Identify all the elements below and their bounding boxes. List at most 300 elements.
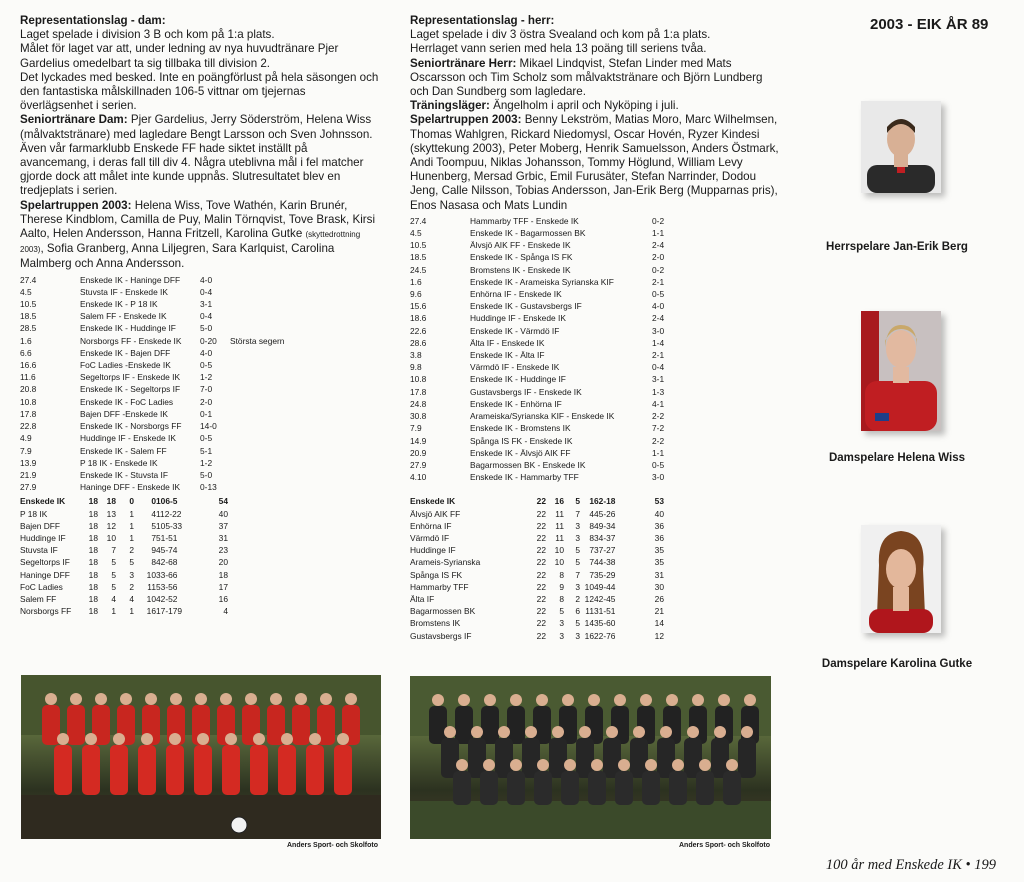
team-name: Bajen DFF [20, 520, 61, 531]
played: 22 [536, 532, 546, 543]
match-note [230, 469, 284, 481]
played: 18 [88, 593, 98, 604]
match-teams: Enskede IK - Segeltorps IF [80, 384, 181, 395]
player-head [170, 693, 182, 705]
match-date: 10.8 [20, 396, 37, 407]
women-squad [20, 199, 380, 272]
lost: 7 [589, 557, 594, 568]
women-intro-3: Det lyckades med besked. Inte en poängförlust på hela säsongen och den fantastiska målskillnaden 106-5 vittnar om tjejernas överlägsenhet i serien. [20, 70, 379, 113]
match-score: 2-1 [652, 276, 665, 287]
player-figure [194, 745, 212, 795]
played: 22 [536, 520, 546, 531]
match-note [230, 359, 284, 371]
men-squad-text: Benny Lekström, Matias Moro, Marc Wilhelmsen, Thomas Wahlgren, Rickard Niedomysl, Oscar Hovén, Ryzer Kindesi (skyttekung 2003), Peter Moberg, Henrik Samuelsson, Anders Östmark, Andi Toompuu, Niklas Johansson, Tommy Höglund, William Levy Hunenberg, Mersad Grbic, Emil Furusäter, Stefan Narrinder, Dodou Jeng, Calle Nilsson, Tobias Andersson, Jan-Erik Berg (Mupparnas pris), Enos Nasasa och Mats Lundin [410, 113, 779, 212]
match-row [20, 396, 284, 408]
lost: 8 [151, 557, 156, 568]
player-figure [615, 771, 633, 805]
player-head [536, 694, 548, 706]
player-head [320, 693, 332, 705]
player-figure [455, 706, 473, 744]
player-figure [588, 771, 606, 805]
portrait-jan-erik-berg [861, 101, 941, 193]
match-date: 10.8 [410, 374, 427, 385]
drawn: 3 [575, 581, 580, 592]
match-score: 3-0 [652, 472, 665, 483]
match-row [410, 435, 692, 447]
match-date: 6.6 [20, 347, 32, 358]
lost: 8 [589, 520, 594, 531]
match-row [410, 373, 692, 385]
match-teams: Bajen DFF -Enskede IK [80, 408, 168, 419]
standings-row [410, 556, 664, 568]
match-teams: Enskede IK - Haninge DFF [80, 274, 181, 285]
match-date: 1.6 [20, 335, 32, 346]
team-name: Arameis-Syrianska [410, 557, 481, 568]
match-date: 4.9 [20, 433, 32, 444]
player-head [145, 693, 157, 705]
team-name: Segeltorps IF [20, 557, 70, 568]
match-score: 5-0 [200, 323, 213, 334]
match-teams: Huddinge IF - Enskede IK [470, 313, 566, 324]
lost: 1 [589, 496, 594, 507]
match-teams: Hammarby TFF - Enskede IK [470, 215, 579, 226]
standings-row [20, 532, 228, 544]
player-figure [138, 745, 156, 795]
match-score: 4-1 [652, 398, 665, 409]
match-row [410, 361, 692, 373]
lost: 10 [584, 581, 594, 592]
player-head [537, 759, 549, 771]
match-date: 7.9 [410, 423, 422, 434]
player-figure [334, 745, 352, 795]
player-head [579, 726, 591, 738]
women-team-illustration [21, 675, 381, 839]
points: 21 [654, 606, 664, 617]
team-name: Norsborgs FF [20, 606, 72, 617]
match-score: 1-3 [652, 386, 665, 397]
match-date: 11.6 [20, 372, 36, 383]
team-name: Enhörna IF [410, 520, 452, 531]
match-score: 4-0 [200, 347, 213, 358]
match-row [20, 371, 284, 383]
men-team-photo [410, 676, 771, 839]
match-score: 0-2 [652, 215, 665, 226]
match-score: 0-1 [200, 408, 213, 419]
women-intro-2: Målet för laget var att, under ledning av nya huvudtränare Pjer Gardelius omedelbart ta sig tillbaka till division 2. [20, 42, 339, 70]
player-head [562, 694, 574, 706]
player-head [295, 693, 307, 705]
player-figure [453, 771, 471, 805]
won: 16 [554, 496, 564, 507]
points: 31 [654, 569, 664, 580]
portrait-helena-wiss [861, 311, 941, 431]
player-head [456, 759, 468, 771]
player-head [699, 759, 711, 771]
drawn: 3 [575, 630, 580, 641]
match-score: 0-13 [200, 482, 217, 493]
match-score: 7-2 [652, 423, 665, 434]
player-head [113, 733, 125, 745]
match-date: 18.5 [410, 252, 427, 263]
points: 17 [218, 581, 228, 592]
match-score: 0-2 [652, 264, 665, 275]
player-figure [82, 745, 100, 795]
match-row [410, 349, 692, 361]
player-head [741, 726, 753, 738]
match-date: 9.8 [410, 362, 422, 373]
portrait-caption-3: Damspelare Karolina Gutke [821, 658, 973, 670]
standings-row [410, 532, 664, 544]
match-date: 1.6 [410, 276, 422, 287]
standings-row [20, 605, 228, 617]
player-head [345, 693, 357, 705]
match-teams: Enskede IK - Salem FF [80, 445, 167, 456]
standings-row [410, 508, 664, 520]
won: 3 [559, 618, 564, 629]
match-date: 24.5 [410, 264, 427, 275]
won: 8 [559, 593, 564, 604]
player-head [70, 693, 82, 705]
match-score: 3-0 [652, 325, 665, 336]
played: 22 [536, 508, 546, 519]
lost: 7 [589, 545, 594, 556]
match-row [20, 274, 284, 286]
match-row [410, 471, 692, 483]
player-head [666, 694, 678, 706]
women-coaches [20, 113, 380, 141]
points: 4 [223, 606, 228, 617]
portrait-karolina-gutke [861, 525, 941, 633]
team-name: Älvsjö AIK FF [410, 508, 461, 519]
player-head [510, 694, 522, 706]
won: 3 [559, 630, 564, 641]
played: 22 [536, 545, 546, 556]
portrait-illustration [861, 311, 941, 431]
match-note [230, 322, 284, 334]
player-head [270, 693, 282, 705]
points: 53 [654, 496, 664, 507]
played: 22 [536, 557, 546, 568]
men-intro-2: Herrlaget vann serien med hela 13 poäng till seriens tvåa. [410, 42, 707, 56]
men-standings-table [410, 495, 664, 641]
men-coaches [410, 57, 780, 100]
played: 22 [536, 569, 546, 580]
team-name: P 18 IK [20, 508, 48, 519]
match-row [20, 322, 284, 334]
team-name: Hammarby TFF [410, 581, 469, 592]
won: 5 [559, 606, 564, 617]
match-teams: Enskede IK - Gustavsbergs IF [470, 301, 582, 312]
page-title: 2003 - EIK ÅR 89 [870, 16, 989, 33]
player-figure [67, 705, 85, 745]
lost: 16 [584, 630, 594, 641]
played: 22 [536, 630, 546, 641]
player-head [141, 733, 153, 745]
match-date: 18.5 [20, 311, 37, 322]
match-date: 10.5 [20, 299, 37, 310]
match-teams: Älta IF - Enskede IK [470, 337, 545, 348]
player-head [483, 759, 495, 771]
drawn: 3 [575, 520, 580, 531]
player-head [718, 694, 730, 706]
match-score: 5-0 [200, 469, 213, 480]
player-figure [166, 745, 184, 795]
match-note [230, 408, 284, 420]
player-head [281, 733, 293, 745]
match-date: 22.8 [20, 421, 37, 432]
women-farm-text: Även vår farmarklubb Enskede FF hade siktet inställt på avancemang, i deras fall till div 4. Några uteblivna mål i fel matcher gjorde dock att målet inte kunde uppnås. Slutresultatet blev en tredjeplats i serien. [20, 141, 364, 198]
team-name: FoC Ladies [20, 581, 63, 592]
match-row [410, 410, 692, 422]
points: 23 [218, 545, 228, 556]
player-head [687, 726, 699, 738]
match-teams: Bagarmossen BK - Enskede IK [470, 459, 586, 470]
match-teams: Enskede IK - Enhörna IF [470, 398, 562, 409]
match-score: 0-20 [200, 335, 217, 346]
points: 16 [218, 593, 228, 604]
match-score: 2-4 [652, 240, 665, 251]
played: 18 [88, 569, 98, 580]
points: 54 [218, 496, 228, 507]
match-date: 4.10 [410, 472, 427, 483]
match-date: 15.6 [410, 301, 427, 312]
played: 18 [88, 606, 98, 617]
match-teams: Enskede IK - Bajen DFF [80, 347, 171, 358]
match-row [20, 420, 284, 432]
points: 37 [218, 520, 228, 531]
lost: 7 [151, 532, 156, 543]
standings-row [410, 605, 664, 617]
player-head [120, 693, 132, 705]
played: 18 [88, 581, 98, 592]
match-date: 22.6 [410, 325, 427, 336]
lost: 4 [151, 508, 156, 519]
women-coach-text: Pjer Gardelius, Jerry Söderström, Helena Wiss (målvaktstränare) med lagledare Bengt Larsson och Sven Johnsson. [20, 113, 373, 141]
match-date: 27.4 [410, 215, 427, 226]
standings-row [20, 569, 228, 581]
won: 5 [111, 569, 116, 580]
men-coach-label: Seniortränare Herr: [410, 56, 517, 70]
match-teams: FoC Ladies -Enskede IK [80, 360, 171, 371]
player-head [197, 733, 209, 745]
match-teams: Gustavsbergs IF - Enskede IK [470, 386, 582, 397]
match-note [230, 274, 284, 286]
standings-row [410, 495, 664, 507]
lost: 4 [589, 508, 594, 519]
women-heading: Representationslag - dam: [20, 14, 166, 27]
match-score: 3-1 [652, 374, 665, 385]
team-name: Bagarmossen BK [410, 606, 476, 617]
portrait-caption-1: Herrspelare Jan-Erik Berg [826, 241, 968, 253]
match-teams: Enskede IK - Hammarby TFF [470, 472, 579, 483]
points: 20 [218, 557, 228, 568]
player-head [484, 694, 496, 706]
player-head [726, 759, 738, 771]
goals: 112-22 [156, 508, 182, 519]
won: 5 [111, 557, 116, 568]
match-score: 2-1 [652, 350, 665, 361]
goals: 44-38 [594, 557, 616, 568]
match-score: 0-5 [200, 433, 213, 444]
player-head [614, 694, 626, 706]
match-row [20, 469, 284, 481]
match-row [410, 288, 692, 300]
team-name: Haninge DFF [20, 569, 70, 580]
match-score: 1-4 [652, 337, 665, 348]
men-photo-credit: Anders Sport- och Skolfoto [679, 842, 770, 849]
match-date: 20.9 [410, 447, 427, 458]
team-name: Huddinge IF [20, 532, 66, 543]
men-squad-label: Spelartruppen 2003: [410, 113, 522, 127]
match-score: 7-0 [200, 384, 213, 395]
match-row [20, 286, 284, 298]
goals: 31-51 [594, 606, 616, 617]
played: 18 [88, 532, 98, 543]
match-note [230, 371, 284, 383]
won: 11 [555, 532, 564, 543]
match-date: 28.5 [20, 323, 37, 334]
player-figure [642, 771, 660, 805]
match-row [410, 251, 692, 263]
match-teams: Enskede IK - Norsborgs FF [80, 421, 182, 432]
match-score: 2-2 [652, 435, 665, 446]
player-figure [723, 771, 741, 805]
match-teams: Enskede IK - Spånga IS FK [470, 252, 573, 263]
match-score: 0-4 [200, 286, 213, 297]
match-row [410, 300, 692, 312]
match-score: 1-2 [200, 372, 213, 383]
match-teams: Enskede IK - FoC Ladies [80, 396, 174, 407]
match-date: 4.5 [20, 286, 32, 297]
standings-row [410, 630, 664, 642]
match-date: 10.5 [410, 240, 427, 251]
won: 9 [559, 581, 564, 592]
portrait-illustration [861, 525, 941, 633]
player-figure [534, 771, 552, 805]
match-date: 27.9 [20, 482, 37, 493]
match-note [230, 481, 284, 493]
match-date: 27.9 [410, 459, 427, 470]
match-row [20, 347, 284, 359]
player-head [95, 693, 107, 705]
men-heading: Representationslag - herr: [410, 14, 555, 27]
goals: 45-74 [156, 545, 178, 556]
standings-row [410, 569, 664, 581]
match-row [20, 481, 284, 493]
player-head [337, 733, 349, 745]
match-date: 4.5 [410, 228, 422, 239]
match-teams: Enskede IK - Stuvsta IF [80, 469, 168, 480]
match-teams: P 18 IK - Enskede IK [80, 457, 158, 468]
points: 36 [654, 532, 664, 543]
match-row [410, 398, 692, 410]
match-row [410, 337, 692, 349]
player-head [552, 726, 564, 738]
drawn: 7 [575, 508, 580, 519]
player-head [309, 733, 321, 745]
match-score: 0-5 [200, 360, 213, 371]
player-head [744, 694, 756, 706]
match-row [410, 276, 692, 288]
lost: 5 [151, 520, 156, 531]
goals: 17-179 [156, 606, 183, 617]
match-row [410, 239, 692, 251]
points: 31 [218, 532, 228, 543]
drawn: 2 [575, 593, 580, 604]
goals: 42-45 [594, 593, 616, 604]
team-name: Enskede IK [410, 496, 456, 507]
player-figure [110, 745, 128, 795]
player-head [645, 759, 657, 771]
men-camp-label: Träningsläger: [410, 99, 490, 113]
player-head [525, 726, 537, 738]
goals: 35-60 [594, 618, 616, 629]
match-score: 4-0 [200, 274, 213, 285]
men-match-list [410, 215, 692, 483]
won: 13 [106, 508, 116, 519]
drawn: 5 [129, 557, 134, 568]
player-head [672, 759, 684, 771]
goals: 49-34 [594, 520, 616, 531]
player-figure [480, 771, 498, 805]
portrait-caption-2: Damspelare Helena Wiss [828, 452, 966, 464]
match-teams: Bromstens IK - Enskede IK [470, 264, 571, 275]
match-teams: Enskede IK - Huddinge IF [470, 374, 566, 385]
match-score: 0-4 [200, 311, 213, 322]
won: 10 [554, 557, 564, 568]
drawn: 1 [129, 532, 134, 543]
match-teams: Enskede IK - Älvsjö AIK FF [470, 447, 571, 458]
won: 4 [111, 593, 116, 604]
match-score: 14-0 [200, 421, 217, 432]
lost: 0 [151, 496, 156, 507]
match-row [20, 383, 284, 395]
match-row [410, 215, 692, 227]
player-figure [54, 745, 72, 795]
match-date: 28.6 [410, 337, 427, 348]
match-date: 18.6 [410, 313, 427, 324]
standings-row [410, 581, 664, 593]
match-date: 27.4 [20, 274, 37, 285]
match-teams: Enskede IK - Älta IF [470, 350, 545, 361]
player-head [195, 693, 207, 705]
standings-row [20, 495, 228, 507]
women-intro-1: Laget spelade i division 3 B och kom på 1:a plats. [20, 28, 275, 42]
points: 14 [654, 618, 664, 629]
match-date: 17.8 [410, 386, 427, 397]
team-name: Bromstens IK [410, 618, 461, 629]
drawn: 6 [575, 606, 580, 617]
player-head [714, 726, 726, 738]
won: 10 [106, 532, 116, 543]
match-date: 14.9 [410, 435, 427, 446]
match-date: 20.8 [20, 384, 37, 395]
player-head [510, 759, 522, 771]
match-score: 2-4 [652, 313, 665, 324]
match-date: 3.8 [410, 350, 422, 361]
player-head [588, 694, 600, 706]
match-teams: Enskede IK - Bromstens IK [470, 423, 571, 434]
lost: 7 [589, 569, 594, 580]
match-date: 21.9 [20, 469, 37, 480]
match-date: 7.9 [20, 445, 32, 456]
match-note [230, 420, 284, 432]
match-score: 2-0 [652, 252, 665, 263]
match-teams: Värmdö IF - Enskede IK [470, 362, 560, 373]
player-head [564, 759, 576, 771]
lost: 16 [146, 606, 156, 617]
won: 7 [111, 545, 116, 556]
